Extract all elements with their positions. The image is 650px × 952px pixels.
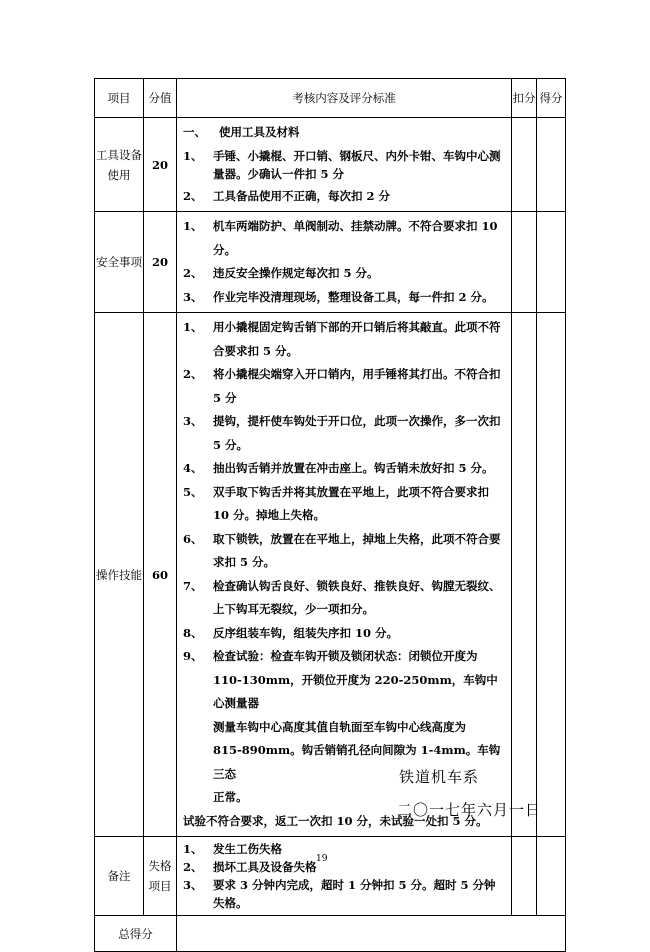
list-num: 8、	[183, 625, 203, 640]
list-num: 2、	[183, 860, 203, 874]
row-skill	[95, 313, 566, 837]
row-total	[95, 916, 566, 952]
content-skill	[177, 313, 512, 837]
list-num: 2、	[183, 188, 203, 203]
item-tools: 工具设备使用	[95, 118, 144, 212]
list-num: 7、	[183, 578, 203, 593]
list-num: 2、	[183, 367, 203, 381]
list-text: 发生工伤失格	[213, 842, 282, 856]
deduct-cell	[512, 118, 537, 212]
get-cell	[537, 212, 566, 313]
content-tools	[177, 118, 512, 212]
get-cell	[537, 118, 566, 212]
header-content: 考核内容及评分标准	[177, 79, 512, 118]
item-safety: 安全事项	[95, 212, 144, 313]
list-text: 用小撬棍固定钩舌销下部的开口销后将其敲直。此项不符合要求扣 5 分。	[213, 320, 501, 358]
header-item: 项目	[95, 79, 144, 118]
footer-org: 铁道机车系	[399, 768, 480, 786]
list-num: 4、	[183, 461, 203, 475]
list-num: 5、	[183, 484, 203, 499]
item9-cont: 测量车钩中心高度其值自轨面至车钩中心线高度为	[213, 719, 466, 734]
list-text: 抽出钩舌销并放置在冲击座上。钩舌销未放好扣 5 分。	[213, 461, 494, 475]
tools-intro-num: 一、	[183, 125, 206, 139]
tools-intro-text: 使用工具及材料	[219, 125, 300, 139]
score-tools: 20	[144, 118, 177, 212]
list-num: 3、	[183, 289, 203, 304]
row-safety	[95, 212, 566, 313]
list-num: 3、	[183, 414, 203, 428]
row-tools	[95, 118, 566, 212]
row-remarks	[95, 837, 566, 916]
page-number: 19	[316, 854, 328, 864]
list-text: 取下锁铁，放置在在平地上，掉地上失格，此项不符合要求扣 5 分。	[213, 531, 501, 569]
list-text: 双手取下钩舌并将其放置在平地上，此项不符合要求扣 10 分。掉地上失格。	[213, 484, 489, 522]
list-text: 违反安全操作规定每次扣 5 分。	[213, 266, 379, 280]
list-text: 检查确认钩舌良好、锁铁良好、推铁良好、钩膛无裂纹、上下钩耳无裂纹，少一项扣分。	[213, 578, 501, 616]
list-num: 1、	[183, 842, 203, 856]
list-text: 将小撬棍尖端穿入开口销内，用手锤将其打出。不符合扣 5 分	[213, 367, 501, 405]
score-skill: 60	[144, 313, 177, 837]
remarks-sub: 失格项目	[144, 837, 177, 916]
list-text: 要求 3 分钟内完成，超时 1 分钟扣 5 分。超时 5 分钟失格。	[213, 878, 496, 910]
deduct-cell	[512, 212, 537, 313]
item9-cont: 110-130mm，开锁位开度为 220-250mm，车钩中心测量器	[213, 672, 498, 710]
list-num: 3、	[183, 878, 203, 892]
list-num: 1、	[183, 219, 203, 233]
header-score: 分值	[144, 79, 177, 118]
score-safety: 20	[144, 212, 177, 313]
list-text: 检查试验：检查车钩开锁及锁闭状态：闭锁位开度为	[213, 649, 478, 663]
list-num: 1、	[183, 320, 203, 334]
item9-cont: 正常。	[213, 790, 248, 804]
deduct-cell	[512, 837, 537, 916]
list-num: 1、	[183, 148, 203, 163]
list-text: 反序组装车钩，组装失序扣 10 分。	[213, 625, 399, 640]
get-cell	[537, 313, 566, 837]
list-text: 工具备品使用不正确，每次扣 2 分	[213, 188, 391, 203]
item-remarks: 备注	[95, 837, 144, 916]
list-num: 9、	[183, 649, 203, 663]
item-skill: 操作技能	[95, 313, 144, 837]
list-text: 作业完毕没清理现场，整理设备工具，每一件扣 2 分。	[213, 289, 494, 304]
footer-date: 二〇一七年六月一日	[397, 801, 542, 819]
total-value-cell	[177, 916, 566, 952]
header-get: 得分	[537, 79, 566, 118]
list-text: 机车两端防护、单阀制动、挂禁动牌。不符合要求扣 10 分。	[213, 219, 498, 257]
list-num: 6、	[183, 531, 203, 546]
content-safety	[177, 212, 512, 313]
skill-tail: 试验不符合要求，返工一次扣 10 分，未试验一处扣 5 分。	[183, 813, 488, 828]
total-label: 总得分	[95, 916, 177, 952]
content-remarks	[177, 837, 512, 916]
get-cell	[537, 837, 566, 916]
header-deduct: 扣分	[512, 79, 537, 118]
assessment-table	[94, 78, 566, 952]
list-num: 2、	[183, 266, 203, 280]
table-header-row	[95, 79, 566, 118]
deduct-cell	[512, 313, 537, 837]
list-text: 提钩，提杆使车钩处于开口位，此项一次操作，多一次扣 5 分。	[213, 414, 501, 452]
list-text: 手锤、小撬棍、开口销、钢板尺、内外卡钳、车钩中心测量器。少确认一件扣 5 分	[213, 148, 501, 181]
item9-cont: 815-890mm。钩舌销销孔径向间隙为 1-4mm。车钩三态	[213, 743, 501, 781]
list-text: 损坏工具及设备失格	[213, 860, 317, 874]
